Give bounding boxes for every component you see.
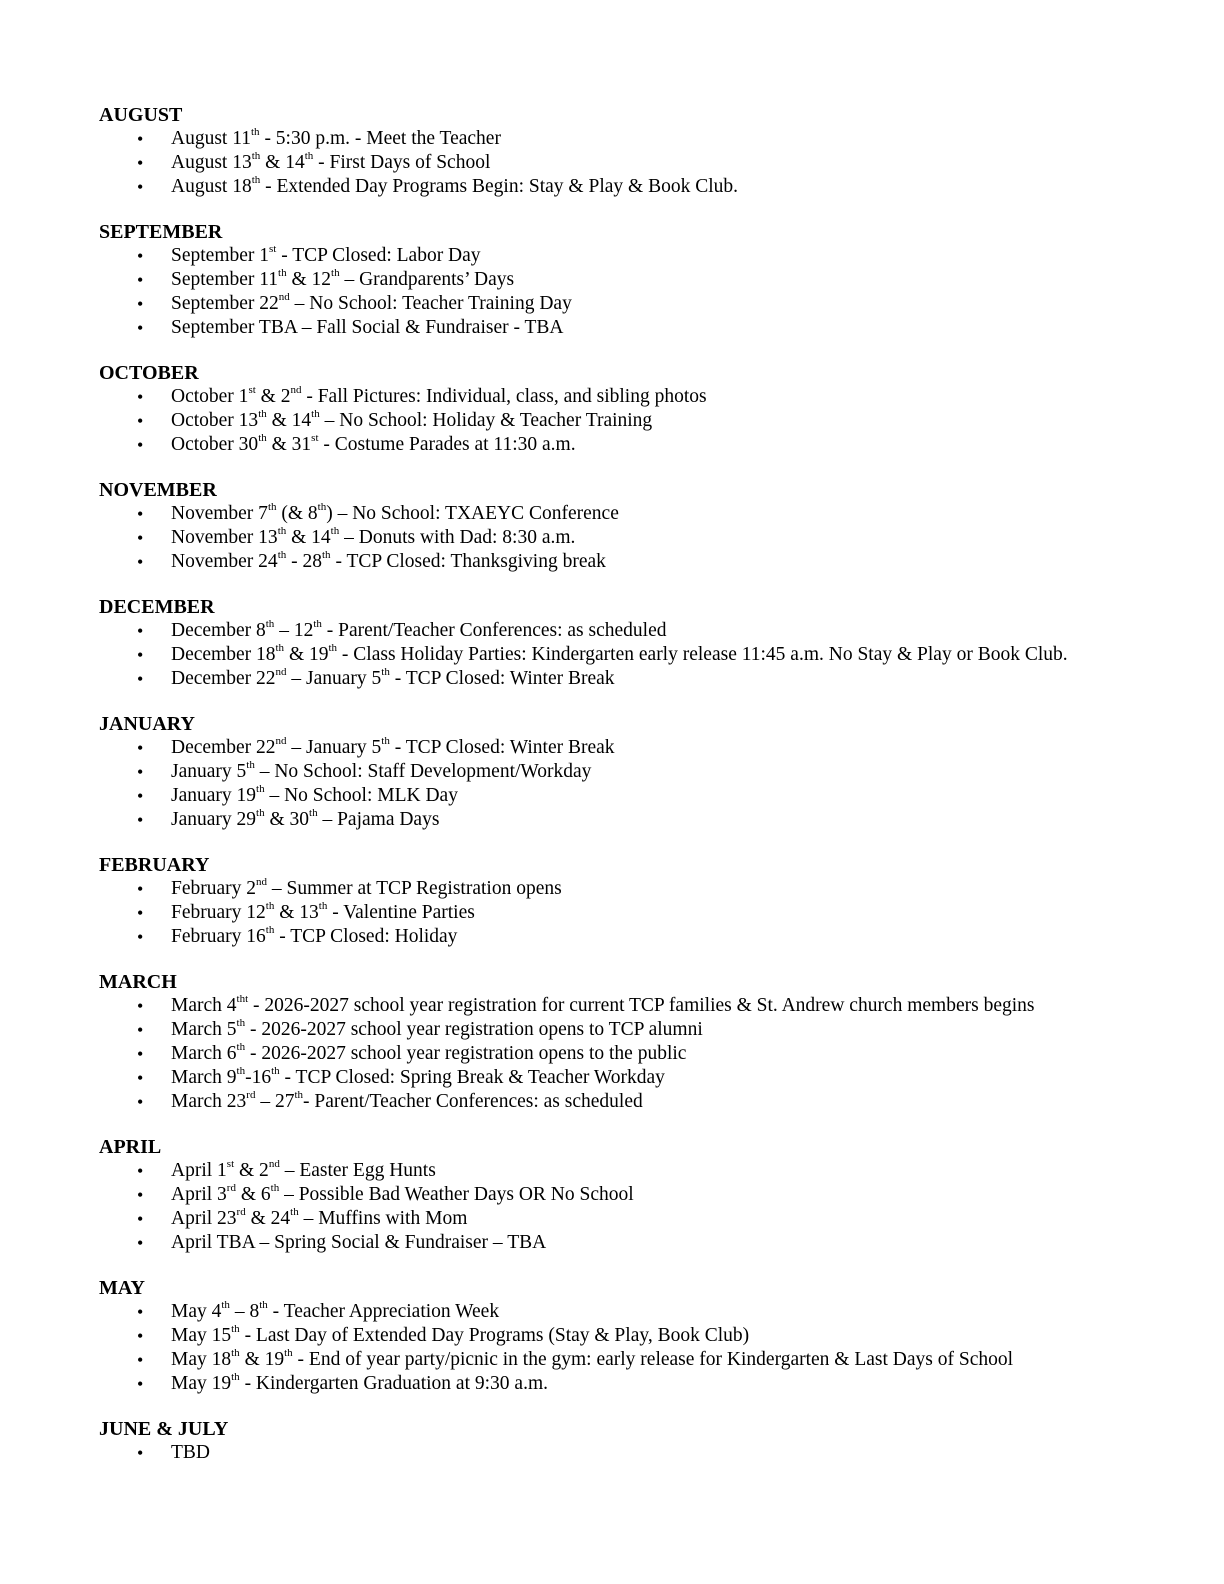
ordinal-suffix: th [256,782,265,795]
ordinal-suffix: st [311,431,319,444]
event-item [99,619,1159,643]
bullet-icon: • [137,1044,144,1064]
event-text: May 4 [171,1301,222,1322]
event-text: – No School: Holiday & Teacher Training [319,410,653,431]
event-item [99,925,1159,949]
ordinal-suffix: th [256,806,265,819]
event-text: March 6 [171,1043,237,1064]
ordinal-suffix: th [267,500,277,513]
ordinal-suffix: th [313,617,322,630]
event-text: - End of year party/picnic in the gym: early release for Kindergarten & Last Days of School [292,1349,1014,1370]
event-item [99,1324,1159,1348]
event-item [99,292,1159,316]
event-item [99,244,1159,268]
month-section [99,478,1159,574]
bullet-icon: • [137,528,144,548]
ordinal-suffix: th [231,1322,240,1335]
event-item [99,151,1159,175]
month-section [99,712,1159,832]
ordinal-suffix: nd [278,290,290,303]
event-text: May 19 [171,1373,232,1394]
event-text: October 30 [171,434,259,455]
event-item [99,877,1159,901]
event-list [99,244,1159,340]
bullet-icon: • [137,1161,144,1181]
event-item [99,1183,1159,1207]
event-text: - 5:30 p.m. - Meet the Teacher [259,128,501,149]
ordinal-suffix: th [277,524,287,537]
event-text: November 7 [171,503,268,524]
event-item [99,526,1159,550]
month-heading: JUNE & JULY [99,1418,229,1440]
bullet-icon: • [137,318,144,338]
event-text: October 1 [171,386,249,407]
ordinal-suffix: nd [275,734,287,747]
month-heading: DECEMBER [99,596,215,618]
event-text: - Costume Parades at 11:30 a.m. [318,434,576,455]
event-text: & 13 [274,902,319,923]
event-text: & 24 [245,1208,291,1229]
event-item [99,901,1159,925]
event-text: – 27 [255,1091,295,1112]
ordinal-suffix: th [331,266,340,279]
event-item [99,1159,1159,1183]
event-item [99,502,1159,526]
event-text: October 13 [171,410,259,431]
bullet-icon: • [137,903,144,923]
event-item [99,385,1159,409]
event-text: – January 5 [286,737,382,758]
event-text: & 19 [284,644,329,665]
ordinal-suffix: th [381,734,390,747]
event-text: - Parent/Teacher Conferences: as scheduled [303,1091,643,1112]
event-text: August 13 [171,152,252,173]
month-heading: APRIL [99,1136,162,1158]
bullet-icon: • [137,1185,144,1205]
month-section [99,1135,1159,1255]
ordinal-suffix: th [330,524,340,537]
ordinal-suffix: th [265,923,275,936]
event-text: – Easter Egg Hunts [279,1160,436,1181]
bullet-icon: • [137,1233,144,1253]
bullet-icon: • [137,129,144,149]
ordinal-suffix: th [236,1064,246,1077]
event-text: November 24 [171,551,278,572]
ordinal-suffix: nd [290,383,302,396]
event-text: – Possible Bad Weather Days OR No School [279,1184,634,1205]
month-heading: MAY [99,1277,145,1299]
event-list [99,1441,1159,1465]
bullet-icon: • [137,786,144,806]
ordinal-suffix: th [270,1181,280,1194]
ordinal-suffix: st [269,242,277,255]
bullet-icon: • [137,294,144,314]
event-item [99,808,1159,832]
event-text: December 22 [171,737,276,758]
month-section [99,853,1159,949]
event-text: TBD [171,1442,210,1463]
event-text: – 8 [229,1301,260,1322]
event-text: & 31 [266,434,312,455]
month-heading: SEPTEMBER [99,221,223,243]
event-text: & 2 [255,386,291,407]
bullet-icon: • [137,1020,144,1040]
bullet-icon: • [137,1302,144,1322]
event-item [99,1231,1159,1255]
bullet-icon: • [137,435,144,455]
event-text: September 1 [171,245,270,266]
ordinal-suffix: th [251,149,261,162]
bullet-icon: • [137,153,144,173]
event-text: – Grandparents’ Days [339,269,515,290]
event-item [99,1207,1159,1231]
event-item [99,127,1159,151]
event-text: & 14 [266,410,312,431]
ordinal-suffix: th [251,125,260,138]
month-section [99,595,1159,691]
month-heading: FEBRUARY [99,854,210,876]
month-heading: MARCH [99,971,177,993]
event-text: December 8 [171,620,266,641]
bullet-icon: • [137,411,144,431]
month-section [99,970,1159,1114]
month-heading: OCTOBER [99,362,199,384]
event-text: & 14 [286,527,331,548]
event-text: May 15 [171,1325,232,1346]
event-text: ) – No School: TXAEYC Conference [326,503,619,524]
event-text: – Summer at TCP Registration opens [267,878,562,899]
event-text: – 12 [274,620,314,641]
event-text: – No School: MLK Day [264,785,458,806]
month-heading: AUGUST [99,104,183,126]
event-item [99,175,1159,199]
bullet-icon: • [137,1326,144,1346]
ordinal-suffix: th [231,1346,240,1359]
bullet-icon: • [137,1209,144,1229]
event-text: April 3 [171,1184,227,1205]
event-item [99,316,1159,340]
event-text: - 2026-2027 school year registration opens to TCP alumni [245,1019,703,1040]
ordinal-suffix: th [265,899,275,912]
event-list [99,619,1159,691]
event-text: - Kindergarten Graduation at 9:30 a.m. [239,1373,548,1394]
event-text: - Extended Day Programs Begin: Stay & Play & Book Club. [260,176,738,197]
event-item [99,1042,1159,1066]
event-text: September 11 [171,269,279,290]
bullet-icon: • [137,669,144,689]
event-text: (& 8 [276,503,318,524]
event-text: November 13 [171,527,278,548]
bullet-icon: • [137,879,144,899]
event-text: January 5 [171,761,247,782]
event-item [99,1300,1159,1324]
ordinal-suffix: th [258,431,267,444]
ordinal-suffix: th [328,641,338,654]
ordinal-suffix: th [278,266,287,279]
ordinal-suffix: th [311,407,320,420]
event-text: - Parent/Teacher Conferences: as scheduled [321,620,667,641]
event-text: - First Days of School [313,152,491,173]
event-text: December 22 [171,668,276,689]
event-list [99,127,1159,199]
event-text: & 2 [234,1160,269,1181]
event-text: - TCP Closed: Winter Break [389,668,615,689]
month-section [99,361,1159,457]
month-section [99,220,1159,340]
ordinal-suffix: nd [268,1157,280,1170]
event-text: & 12 [286,269,332,290]
event-text: - Fall Pictures: Individual, class, and sibling photos [301,386,707,407]
event-text: - TCP Closed: Spring Break & Teacher Workday [279,1067,665,1088]
event-text: – No School: Staff Development/Workday [254,761,592,782]
event-text: & 30 [264,809,310,830]
event-text: - Class Holiday Parties: Kindergarten early release 11:45 a.m. No Stay & Play or Book Club. [337,644,1068,665]
month-section [99,1276,1159,1396]
event-text: January 29 [171,809,257,830]
event-item [99,1018,1159,1042]
ordinal-suffix: th [236,1040,246,1053]
event-text: – No School: Teacher Training Day [289,293,572,314]
event-list [99,994,1159,1114]
event-text: April 1 [171,1160,227,1181]
ordinal-suffix: th [259,1298,268,1311]
bullet-icon: • [137,1443,144,1463]
ordinal-suffix: th [221,1298,230,1311]
event-text: – Donuts with Dad: 8:30 a.m. [339,527,576,548]
ordinal-suffix: th [381,665,390,678]
event-text: - TCP Closed: Thanksgiving break [330,551,606,572]
month-heading: JANUARY [99,713,195,735]
bullet-icon: • [137,270,144,290]
event-text: April 23 [171,1208,237,1229]
event-text: & 6 [235,1184,271,1205]
bullet-icon: • [137,177,144,197]
event-item [99,1066,1159,1090]
bullet-icon: • [137,1350,144,1370]
ordinal-suffix: st [226,1157,235,1170]
bullet-icon: • [137,387,144,407]
ordinal-suffix: th [246,758,255,771]
event-text: February 2 [171,878,257,899]
event-text: - 2026-2027 school year registration opens to the public [245,1043,687,1064]
ordinal-suffix: th [277,548,287,561]
event-list [99,385,1159,457]
event-text: - TCP Closed: Winter Break [389,737,615,758]
bullet-icon: • [137,645,144,665]
event-text: March 4 [171,995,237,1016]
event-list [99,1300,1159,1396]
bullet-icon: • [137,927,144,947]
bullet-icon: • [137,738,144,758]
ordinal-suffix: tht [236,992,249,1005]
event-text: September TBA – Fall Social & Fundraiser - TBA [171,317,564,338]
bullet-icon: • [137,1092,144,1112]
event-text: August 11 [171,128,251,149]
ordinal-suffix: nd [275,665,287,678]
event-item [99,760,1159,784]
event-text: March 9 [171,1067,237,1088]
event-text: May 18 [171,1349,232,1370]
event-item [99,643,1159,667]
event-item [99,268,1159,292]
ordinal-suffix: rd [226,1181,236,1194]
event-list [99,736,1159,832]
event-text: March 23 [171,1091,247,1112]
bullet-icon: • [137,246,144,266]
ordinal-suffix: rd [236,1205,246,1218]
ordinal-suffix: th [275,641,285,654]
ordinal-suffix: th [317,500,327,513]
event-text: - 2026-2027 school year registration for current TCP families & St. Andrew church members begins [248,995,1035,1016]
event-item [99,994,1159,1018]
bullet-icon: • [137,996,144,1016]
ordinal-suffix: th [322,548,331,561]
event-item [99,1090,1159,1114]
event-text: February 12 [171,902,266,923]
calendar-document [99,103,1159,1486]
ordinal-suffix: th [265,617,275,630]
event-item [99,784,1159,808]
event-text: January 19 [171,785,257,806]
event-item [99,550,1159,574]
event-list [99,1159,1159,1255]
event-text: - Valentine Parties [327,902,475,923]
ordinal-suffix: rd [246,1088,256,1101]
event-text: - TCP Closed: Labor Day [276,245,481,266]
event-text: August 18 [171,176,252,197]
bullet-icon: • [137,1068,144,1088]
event-item [99,667,1159,691]
ordinal-suffix: th [271,1064,280,1077]
event-text: April TBA – Spring Social & Fundraiser – TBA [171,1232,547,1253]
event-item [99,1441,1159,1465]
month-heading: NOVEMBER [99,479,217,501]
bullet-icon: • [137,504,144,524]
ordinal-suffix: th [284,1346,293,1359]
event-text: – January 5 [286,668,382,689]
event-text: - TCP Closed: Holiday [274,926,458,947]
month-section [99,103,1159,199]
event-item [99,433,1159,457]
event-text: March 5 [171,1019,237,1040]
event-item [99,1348,1159,1372]
event-text: September 22 [171,293,279,314]
ordinal-suffix: th [294,1088,304,1101]
ordinal-suffix: th [258,407,267,420]
ordinal-suffix: th [251,173,261,186]
event-text: February 16 [171,926,266,947]
event-item [99,1372,1159,1396]
event-item [99,736,1159,760]
event-list [99,877,1159,949]
ordinal-suffix: th [236,1016,246,1029]
month-section [99,1417,1159,1465]
ordinal-suffix: th [290,1205,299,1218]
event-text: -16 [245,1067,272,1088]
ordinal-suffix: th [304,149,314,162]
event-text: - Last Day of Extended Day Programs (Stay & Play, Book Club) [239,1325,750,1346]
bullet-icon: • [137,762,144,782]
bullet-icon: • [137,621,144,641]
event-text: – Pajama Days [317,809,440,830]
ordinal-suffix: th [309,806,318,819]
bullet-icon: • [137,1374,144,1394]
event-text: – Muffins with Mom [298,1208,468,1229]
ordinal-suffix: nd [256,875,268,888]
event-text: & 19 [239,1349,285,1370]
bullet-icon: • [137,552,144,572]
ordinal-suffix: th [318,899,328,912]
event-text: - Teacher Appreciation Week [267,1301,500,1322]
ordinal-suffix: st [248,383,256,396]
event-item [99,409,1159,433]
bullet-icon: • [137,810,144,830]
event-text: - 28 [286,551,322,572]
ordinal-suffix: th [231,1370,240,1383]
event-text: & 14 [260,152,305,173]
event-list [99,502,1159,574]
event-text: December 18 [171,644,276,665]
